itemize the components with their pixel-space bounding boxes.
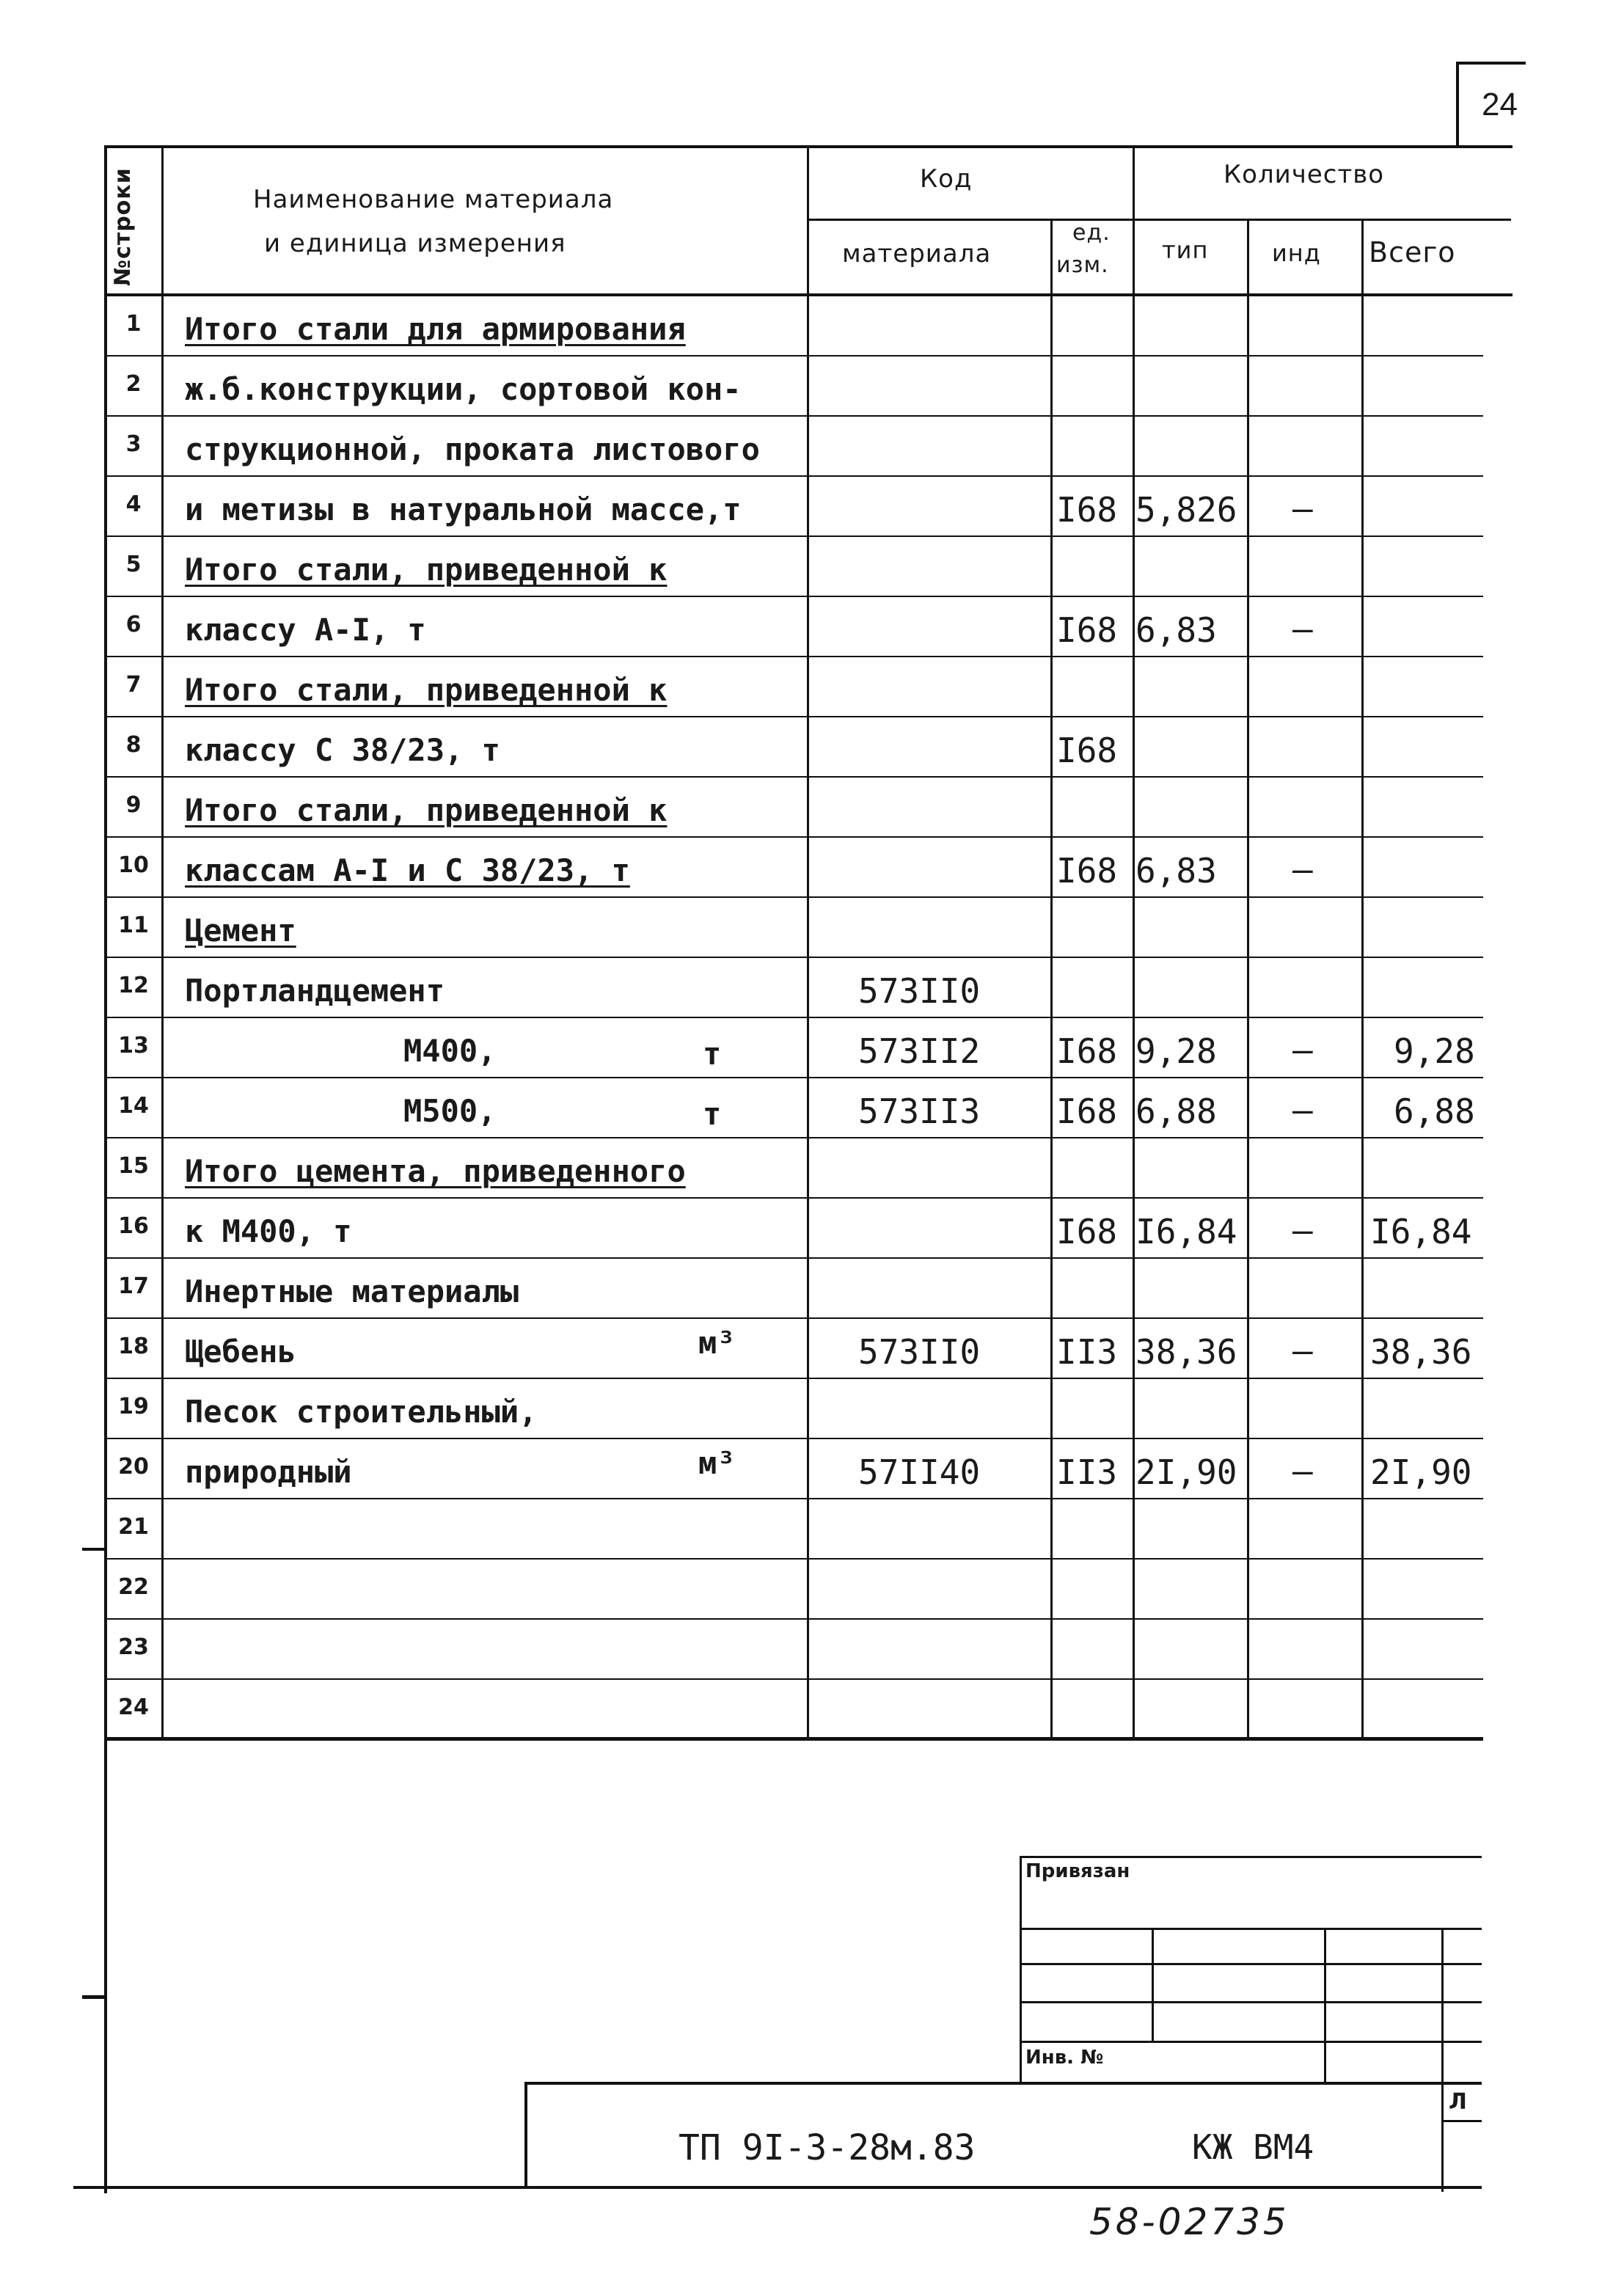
row-name: Щебень	[185, 1334, 296, 1370]
row-separator	[104, 1498, 1483, 1499]
row-separator	[104, 656, 1483, 657]
stamp-inv-label: Инв. №	[1025, 2047, 1104, 2069]
row-name-unit: м³	[698, 1325, 736, 1361]
page-number-frame-left	[1456, 62, 1459, 146]
row-separator	[104, 1017, 1483, 1018]
stamp-sheet-label: Л	[1449, 2089, 1467, 2115]
row-name-unit: м³	[698, 1445, 736, 1481]
row-name: классу А-I, т	[185, 612, 426, 648]
row-quantity-individual: –	[1292, 1210, 1313, 1250]
handwritten-number: 58-02735	[1089, 2201, 1290, 2243]
page-number: 24	[1482, 87, 1518, 123]
row-number: 13	[118, 1033, 149, 1059]
row-unit-code: I68	[1056, 610, 1118, 650]
stamp-sheet-code: КЖ ВМ4	[1192, 2127, 1314, 2167]
row-number: 23	[118, 1634, 149, 1660]
row-number: 11	[118, 913, 149, 938]
row-separator	[104, 1618, 1483, 1620]
row-separator	[104, 716, 1483, 717]
row-material-code: 57II40	[858, 1452, 981, 1492]
row-quantity-type: 6,83	[1135, 851, 1217, 891]
row-number: 2	[125, 371, 142, 397]
row-unit-code: II3	[1056, 1452, 1118, 1492]
row-name: Итого стали для армирования	[185, 311, 686, 347]
row-number: 20	[118, 1454, 149, 1480]
row-number: 22	[118, 1574, 149, 1600]
row-unit-code: I68	[1056, 490, 1118, 530]
header-name-line2: и единица измерения	[264, 229, 566, 258]
row-name: Цемент	[185, 913, 296, 948]
row-name: ж.б.конструкции, сортовой кон-	[185, 371, 742, 407]
margin-tick	[82, 1995, 107, 1999]
row-separator	[104, 1197, 1483, 1199]
row-name: классам А-I и С 38/23, т	[185, 852, 630, 888]
row-name: Итого стали, приведенной к	[185, 552, 668, 588]
row-quantity-total: 2I,90	[1370, 1452, 1472, 1492]
row-number: 1	[125, 311, 142, 337]
header-total: Всего	[1369, 236, 1456, 268]
row-quantity-type: 5,826	[1135, 490, 1237, 530]
row-name: Инертные материалы	[185, 1273, 519, 1309]
row-name: Итого цемента, приведенного	[185, 1153, 686, 1189]
sheet-bottom-border	[73, 2186, 1482, 2189]
header-name-line1: Наименование материала	[253, 185, 614, 214]
row-name-unit: т	[703, 1036, 722, 1072]
page-number-frame-top	[1456, 62, 1526, 65]
header-unit-2: изм.	[1056, 252, 1109, 278]
row-quantity-type: 38,36	[1135, 1332, 1237, 1372]
row-quantity-individual: –	[1292, 1090, 1313, 1130]
row-separator	[104, 957, 1483, 958]
row-number: 7	[125, 672, 142, 698]
row-separator	[104, 1678, 1483, 1680]
row-separator	[104, 355, 1483, 357]
row-unit-code: I68	[1056, 1212, 1118, 1251]
row-name: к М400, т	[185, 1213, 352, 1249]
row-number: 9	[125, 792, 142, 818]
row-number: 10	[118, 852, 149, 878]
header-individual: инд	[1272, 239, 1321, 267]
row-number: 21	[118, 1514, 149, 1540]
row-separator	[104, 535, 1483, 537]
row-separator	[104, 1257, 1483, 1259]
row-name: классу С 38/23, т	[185, 732, 500, 768]
header-quantity: Количество	[1224, 160, 1385, 189]
margin-tick	[82, 1548, 107, 1551]
header-code: Код	[920, 164, 973, 194]
row-separator	[104, 1077, 1483, 1078]
row-number: 6	[125, 612, 142, 637]
row-unit-code: I68	[1056, 851, 1118, 891]
row-quantity-individual: –	[1292, 1331, 1313, 1370]
row-quantity-total: 6,88	[1394, 1092, 1475, 1131]
row-number: 15	[118, 1153, 149, 1179]
row-number: 3	[125, 431, 142, 457]
row-number: 24	[118, 1694, 149, 1720]
row-number: 18	[118, 1334, 149, 1359]
header-type: тип	[1162, 236, 1209, 264]
stamp-bound-label: Привязан	[1025, 1860, 1130, 1882]
header-row-number: №строки	[110, 167, 136, 286]
sheet-left-border	[104, 147, 107, 2193]
row-quantity-total: 9,28	[1394, 1031, 1475, 1071]
row-number: 16	[118, 1213, 149, 1239]
row-separator	[104, 1317, 1483, 1319]
row-name: Итого стали, приведенной к	[185, 792, 668, 828]
row-separator	[104, 475, 1483, 477]
header-unit-1: ед.	[1072, 220, 1111, 246]
row-quantity-individual: –	[1292, 849, 1313, 889]
row-number: 4	[125, 491, 142, 517]
row-number: 8	[125, 732, 142, 758]
row-quantity-individual: –	[1292, 489, 1313, 528]
row-number: 5	[125, 552, 142, 577]
row-material-code: 573II3	[858, 1092, 981, 1131]
row-number: 12	[118, 973, 149, 998]
row-separator	[104, 596, 1483, 597]
row-name: Песок строительный,	[185, 1394, 538, 1430]
row-number: 19	[118, 1394, 149, 1419]
row-separator	[104, 1558, 1483, 1560]
row-separator	[104, 1438, 1483, 1439]
row-number: 14	[118, 1093, 149, 1119]
row-separator	[104, 896, 1483, 898]
row-quantity-individual: –	[1292, 1451, 1313, 1491]
row-quantity-total: 38,36	[1370, 1332, 1472, 1372]
row-quantity-type: 6,88	[1135, 1092, 1217, 1131]
row-name: струкционной, проката листового	[185, 431, 760, 467]
header-material: материала	[842, 239, 992, 268]
row-separator	[104, 1137, 1483, 1138]
row-quantity-type: 9,28	[1135, 1031, 1217, 1071]
row-number: 17	[118, 1273, 149, 1299]
row-material-code: 573II0	[858, 971, 981, 1011]
stamp-document-code: ТП 9I-3-28м.83	[679, 2127, 976, 2168]
row-separator	[104, 415, 1483, 417]
row-unit-code: I68	[1056, 1031, 1118, 1071]
row-quantity-individual: –	[1292, 1030, 1313, 1070]
row-name: и метизы в натуральной массе,т	[185, 491, 742, 527]
row-separator	[104, 836, 1483, 838]
row-name-unit: т	[703, 1096, 722, 1132]
row-unit-code: II3	[1056, 1332, 1118, 1372]
row-name: природный	[185, 1454, 352, 1490]
row-name: М400,	[403, 1033, 497, 1069]
row-quantity-type: 6,83	[1135, 610, 1217, 650]
row-name: Итого стали, приведенной к	[185, 672, 668, 708]
row-quantity-type: I6,84	[1135, 1212, 1237, 1251]
row-name: М500,	[403, 1093, 497, 1129]
row-name: Портландцемент	[185, 973, 445, 1009]
row-separator	[104, 776, 1483, 778]
row-separator	[104, 1378, 1483, 1379]
row-quantity-individual: –	[1292, 609, 1313, 648]
row-quantity-total: I6,84	[1370, 1212, 1472, 1251]
row-material-code: 573II2	[858, 1031, 981, 1071]
row-quantity-type: 2I,90	[1135, 1452, 1237, 1492]
row-unit-code: I68	[1056, 731, 1118, 770]
row-material-code: 573II0	[858, 1332, 981, 1372]
row-unit-code: I68	[1056, 1092, 1118, 1131]
